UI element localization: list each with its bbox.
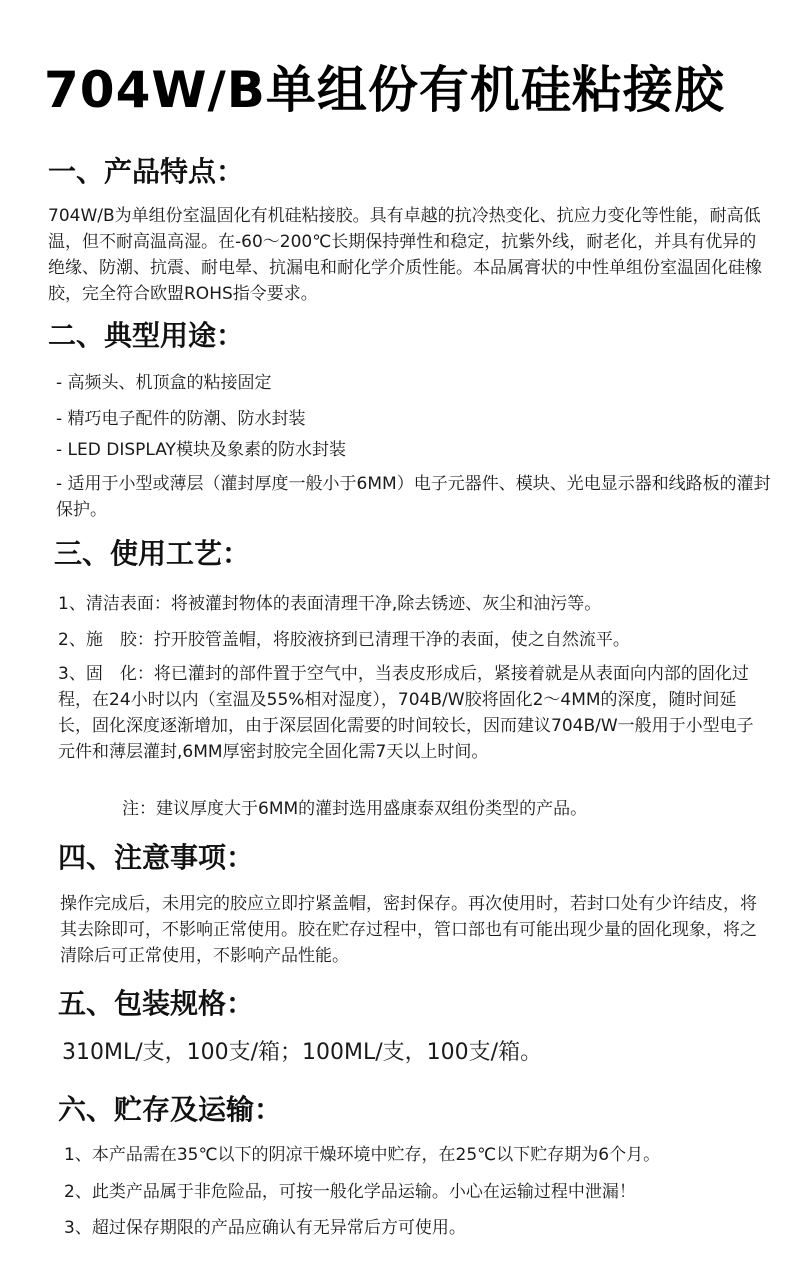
page-title: 704W/B单组份有机硅粘接胶 bbox=[44, 61, 725, 119]
uses-item: - LED DISPLAY模块及象素的防水封装 bbox=[56, 440, 346, 460]
process-heading: 三、使用工艺： bbox=[54, 537, 251, 570]
uses-heading: 二、典型用途： bbox=[48, 319, 245, 352]
features-body: 704W/B为单组份室温固化有机硅粘接胶。具有卓越的抗冷热变化、抗应力变化等性能，耐高低温，但不耐高温高湿。在-60～200℃长期保持弹性和稳定，抗紫外线，耐老化，并具有优异的绝缘、防潮、抗震、耐电晕、抗漏电和耐化学介质性能。本品属膏状的中性单组份室温固化硅橡胶，完全符合欧盟ROHS指令要求。 bbox=[48, 206, 762, 304]
notes-body: 操作完成后，未用完的胶应立即拧紧盖帽，密封保存。再次使用时，若封口处有少许结皮，将其去除即可，不影响正常使用。胶在贮存过程中，管口部也有可能出现少量的固化现象，将之清除后可正常使用，不影响产品性能。 bbox=[60, 894, 757, 966]
storage-item: 2、此类产品属于非危险品，可按一般化学品运输。小心在运输过程中泄漏！ bbox=[64, 1182, 636, 1202]
uses-item: - 精巧电子配件的防潮、防水封装 bbox=[56, 409, 306, 429]
features-heading: 一、产品特点： bbox=[48, 155, 245, 188]
storage-item: 1、本产品需在35℃以下的阴凉干燥环境中贮存，在25℃以下贮存期为6个月。 bbox=[64, 1145, 661, 1165]
storage-item: 3、超过保存期限的产品应确认有无异常后方可使用。 bbox=[64, 1218, 466, 1238]
process-step: 2、施 胶：拧开胶管盖帽，将胶液挤到已清理干净的表面，使之自然流平。 bbox=[58, 630, 630, 650]
uses-item: - 高频头、机顶盒的粘接固定 bbox=[56, 373, 272, 393]
process-note: 注：建议厚度大于6MM的灌封选用盛康泰双组份类型的产品。 bbox=[122, 799, 588, 819]
storage-heading: 六、贮存及运输： bbox=[58, 1093, 283, 1126]
process-step: 3、固 化：将已灌封的部件置于空气中，当表皮形成后，紧接着就是从表面向内部的固化过程，在24小时以内（室温及55%相对湿度），704B/W胶将固化2～4MM的深度，随时间延长，固化深度逐渐增加，由于深层固化需要的时间较长，因而建议704B/W一般用于小型电子元件和薄层灌封,6MM厚密封胶完全固化需7天以上时间。 bbox=[58, 664, 754, 762]
process-step: 1、清洁表面：将被灌封物体的表面清理干净,除去锈迹、灰尘和油污等。 bbox=[58, 594, 602, 614]
notes-heading: 四、注意事项： bbox=[58, 841, 255, 874]
packaging-heading: 五、包装规格： bbox=[58, 987, 255, 1020]
uses-item: - 适用于小型或薄层（灌封厚度一般小于6MM）电子元器件、模块、光电显示器和线路板的灌封保护。 bbox=[56, 474, 771, 520]
packaging-body: 310ML/支，100支/箱；100ML/支，100支/箱。 bbox=[62, 1040, 543, 1065]
